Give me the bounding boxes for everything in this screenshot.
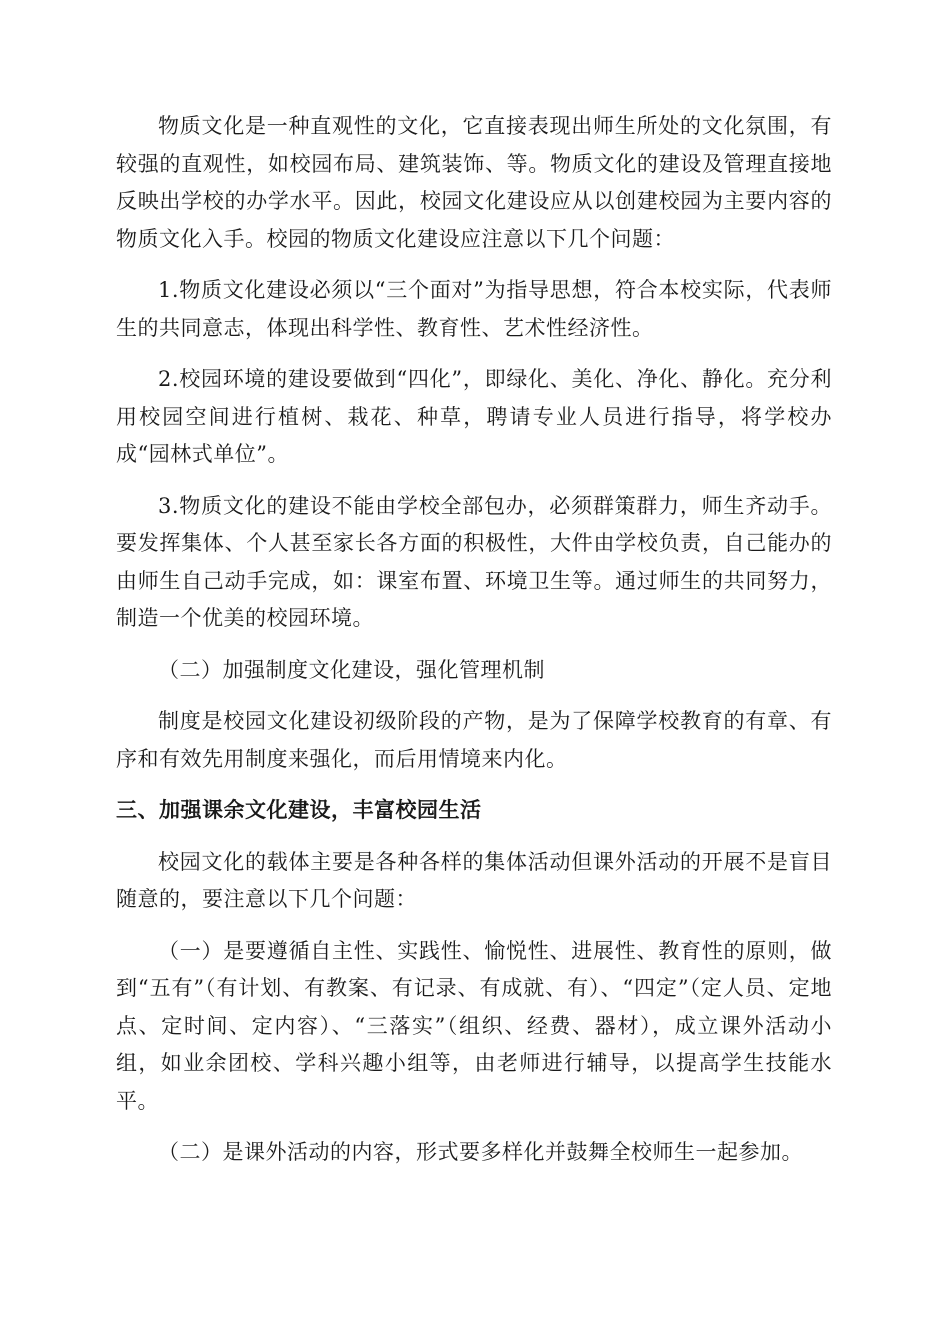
subheading-institutional-culture: （二）加强制度文化建设，强化管理机制 (158, 657, 545, 682)
section-heading-extracurricular: 三、加强课余文化建设，丰富校园生活 (116, 798, 482, 822)
paragraph-extracurricular-intro: 校园文化的载体主要是各种各样的集体活动但课外活动的开展不是盲目随意的，要注意以下几个问题： (116, 849, 832, 911)
paragraph-material-culture-intro: 物质文化是一种直观性的文化，它直接表现出师生所处的文化氛围，有较强的直观性，如校园布局、建筑装饰、等。物质文化的建设及管理直接地反映出学校的办学水平。因此，校园文化建设应从以创建校园为主要内容的物质文化入手。校园的物质文化建设应注意以下几个问题： (116, 114, 832, 251)
paragraph-extracurricular-point-2: （二）是课外活动的内容，形式要多样化并鼓舞全校师生一起参加。 (158, 1140, 803, 1164)
paragraph-point-1: 1.物质文化建设必须以“三个面对”为指导思想，符合本校实际，代表师生的共同意志，体现出科学性、教育性、艺术性经济性。 (116, 278, 832, 340)
paragraph-point-3: 3.物质文化的建设不能由学校全部包办，必须群策群力，师生齐动手。要发挥集体、个人甚至家长各方面的积极性，大件由学校负责，自己能办的由师生自己动手完成，如：课室布置、环境卫生等。通过师生的共同努力，制造一个优美的校园环境。 (116, 493, 832, 630)
paragraph-point-2: 2.校园环境的建设要做到“四化”，即绿化、美化、净化、静化。充分利用校园空间进行植树、栽花、种草，聘请专业人员进行指导，将学校办成“园林式单位”。 (116, 367, 832, 466)
paragraph-extracurricular-point-1: （一）是要遵循自主性、实践性、愉悦性、进展性、教育性的原则，做到“五有”（有计划、有教案、有记录、有成就、有）、“四定”（定人员、定地点、定时间、定内容）、“三落实”（组织、经费、器材），成立课外活动小组，如业余团校、学科兴趣小组等，由老师进行辅导，以提高学生技能水平。 (116, 938, 832, 1113)
document-page (116, 108, 832, 1172)
paragraph-institutional-culture: 制度是校园文化建设初级阶段的产物，是为了保障学校教育的有章、有序和有效先用制度来强化，而后用情境来内化。 (116, 709, 832, 771)
